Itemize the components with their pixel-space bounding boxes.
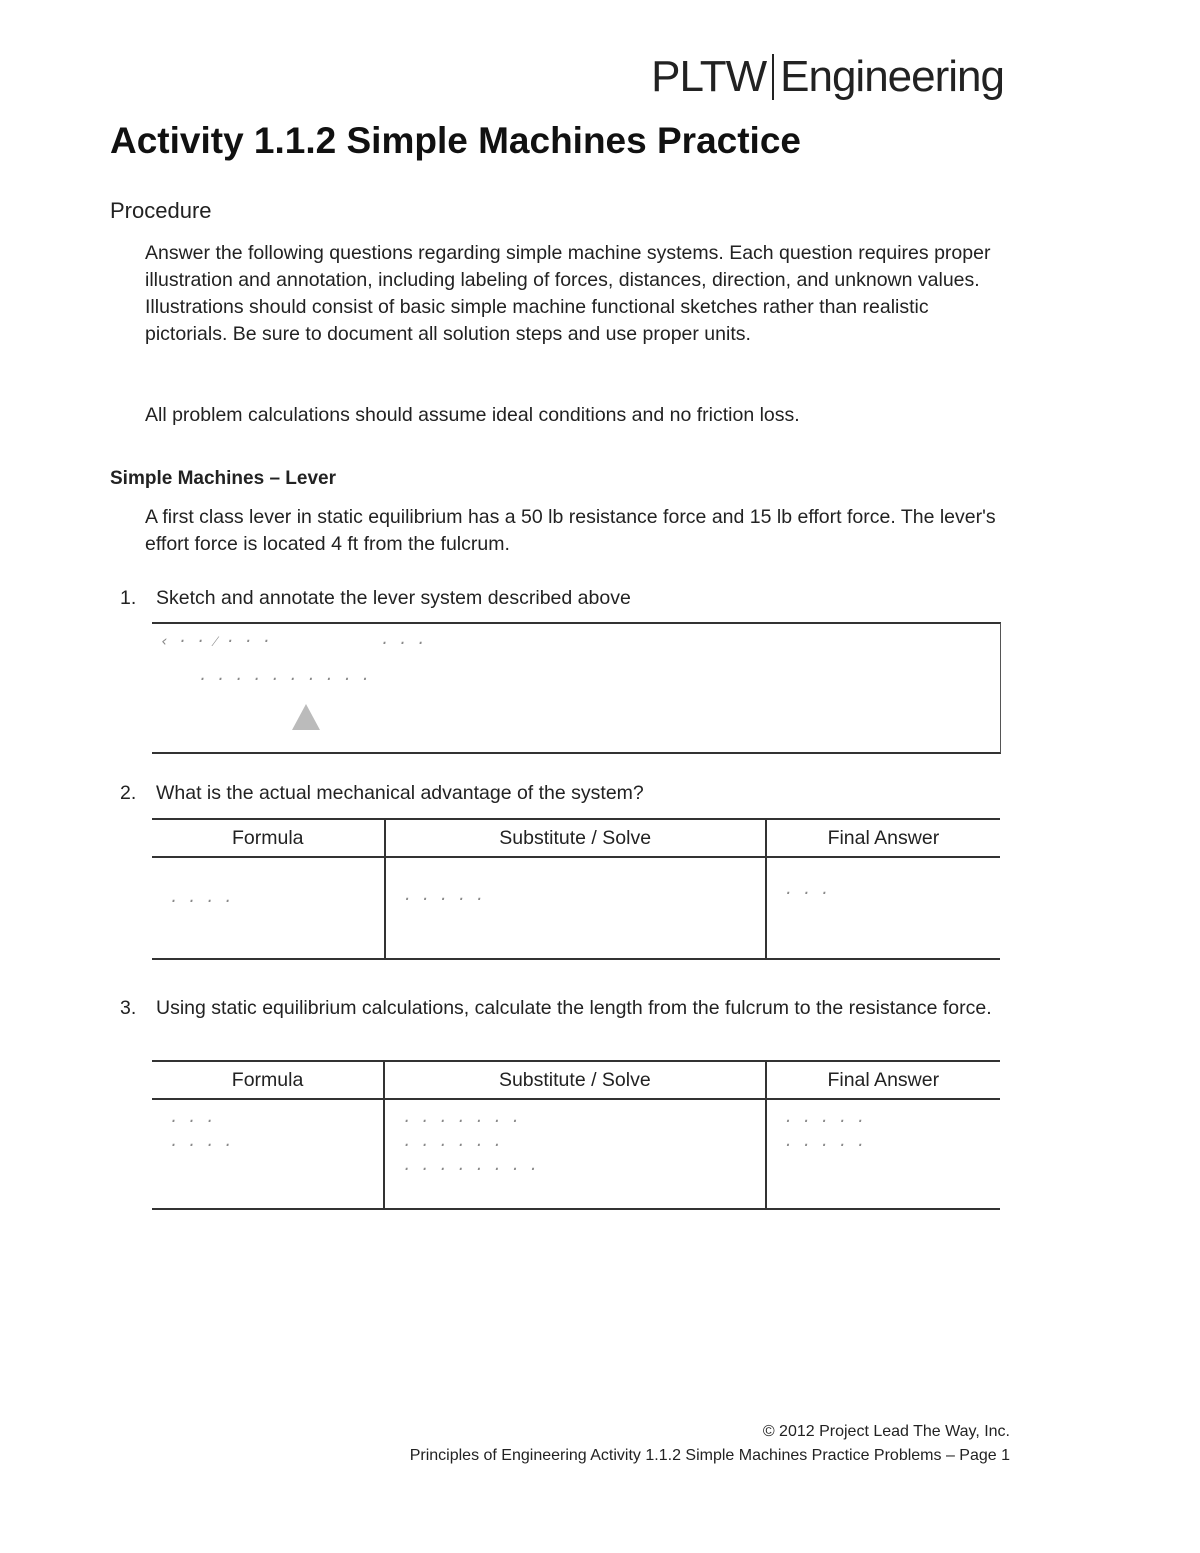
formula-header: Formula	[152, 1061, 384, 1099]
copyright-text: © 2012 Project Lead The Way, Inc.	[762, 1423, 1010, 1440]
page-footer	[410, 1420, 1010, 1468]
final-answer-header: Final Answer	[766, 1061, 1000, 1099]
formula-cell[interactable]: · · · ·	[152, 857, 385, 959]
question-number: 2.	[120, 782, 137, 804]
final-answer-cell[interactable]: · · ·	[766, 857, 1000, 959]
lever-section-heading: Simple Machines – Lever	[110, 468, 336, 489]
handwritten-mark: ‹ · · ⁄ · · ·	[160, 632, 271, 650]
pltw-logo	[651, 52, 1004, 102]
question-2	[120, 780, 1000, 807]
lever-description: A first class lever in static equilibrium has a 50 lb resistance force and 15 lb effort force. The lever's effort force is located 4 ft from the fulcrum.	[145, 506, 996, 555]
final-answer-cell[interactable]: · · · · · · · · · ·	[766, 1099, 1000, 1209]
substitute-cell[interactable]: · · · · ·	[385, 857, 766, 959]
table-header-row	[152, 1061, 1000, 1099]
final-answer-header: Final Answer	[766, 819, 1000, 857]
question-1	[120, 585, 1000, 612]
sketch-answer-area[interactable]	[152, 622, 1001, 754]
fulcrum-sketch	[292, 704, 320, 730]
handwritten-mark: · · ·	[380, 634, 426, 652]
formula-cell[interactable]: · · · · · · ·	[152, 1099, 384, 1209]
logo-mark: PLTW	[651, 52, 767, 101]
substitute-header: Substitute / Solve	[385, 819, 766, 857]
procedure-paragraph-2: All problem calculations should assume ideal conditions and no friction loss.	[145, 404, 800, 426]
substitute-header: Substitute / Solve	[384, 1061, 765, 1099]
question-text: Using static equilibrium calculations, calculate the length from the fulcrum to the resistance force.	[156, 997, 992, 1019]
solution-table-q3	[152, 1060, 1000, 1210]
substitute-cell[interactable]: · · · · · · · · · · · · · · · · · · · · ·	[384, 1099, 765, 1209]
procedure-heading: Procedure	[110, 198, 212, 223]
question-number: 3.	[120, 997, 137, 1019]
logo-divider	[772, 54, 774, 100]
page-number-line: Principles of Engineering Activity 1.1.2 Simple Machines Practice Problems – Page 1	[409, 1447, 1010, 1464]
logo-text: Engineering	[780, 52, 1004, 101]
solution-table-q2	[152, 818, 1000, 960]
table-header-row	[152, 819, 1000, 857]
procedure-paragraph-1: Answer the following questions regarding simple machine systems. Each question requires proper illustration and annotation, including labeling of forces, distances, direction, and unknown values. Illustrations should consist of basic simple machine functional sketches rather than realistic pictorials. Be sure to document all solution steps and use proper units.	[145, 242, 991, 345]
question-text: Sketch and annotate the lever system described above	[156, 587, 631, 609]
page-title: Activity 1.1.2 Simple Machines Practice	[110, 120, 801, 161]
question-text: What is the actual mechanical advantage of the system?	[156, 782, 644, 804]
handwritten-mark: · · · · · · · · · ·	[198, 670, 370, 688]
formula-header: Formula	[152, 819, 385, 857]
question-number: 1.	[120, 587, 137, 609]
question-3	[120, 995, 1000, 1022]
table-row	[152, 857, 1000, 959]
table-row	[152, 1099, 1000, 1209]
